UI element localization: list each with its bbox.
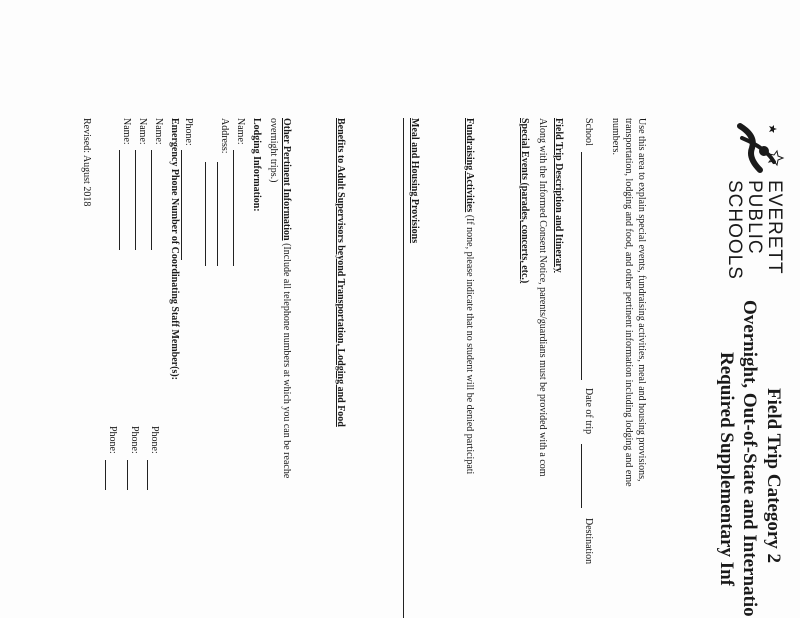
lodging-address-label: Address: [219,118,230,154]
fundraising-title: Fundraising Activities [464,118,475,213]
emergency-phone-line-2[interactable] [127,460,128,490]
logo-line-everett: EVERETT [764,180,785,275]
lodging-name-label: Name: [235,118,246,145]
fundraising-heading [464,118,475,474]
emergency-name-line-1[interactable] [151,150,152,250]
date-of-trip-label: Date of trip [583,388,594,435]
meal-housing-heading: Meal and Housing Provisions [409,118,420,244]
fundraising-note: (If none, please indicate that no student will be denied participati [464,214,475,475]
other-info-title: Other Pertinent Information [281,118,292,241]
school-label: School [583,118,594,146]
emergency-phone-line-1[interactable] [147,460,148,490]
emergency-heading: Emergency Phone Number of Coordinating Staff Member(s): [169,118,180,380]
other-info-note-line2: overnight trips.) [268,118,279,183]
description-heading: Field Trip Description and Itinerary [553,118,564,273]
form-title-line3: Required Supplementary Inf [716,352,737,587]
lodging-address-line-2[interactable] [205,162,206,266]
logo-line-public: PUBLIC [744,180,765,255]
lodging-address-line[interactable] [217,162,218,266]
emergency-name-label-3: Name: [121,118,132,145]
other-info-note: (Include all telephone numbers at which you can be reache [281,243,292,479]
lodging-name-line[interactable] [233,150,234,266]
description-body: Along with the Informed Consent Notice, parents/guardians must be provided with a com [537,118,548,477]
revised-date: Revised: August 2018 [81,118,92,207]
emergency-phone-line-3[interactable] [105,460,106,490]
emergency-phone-label-3: Phone: [107,426,118,454]
meal-housing-answer-line[interactable] [403,118,404,618]
form-title-line2: Overnight, Out-of-State and Internatio [739,300,760,617]
form-title-line1: Field Trip Category 2 [763,388,784,564]
destination-label: Destination [583,518,594,565]
benefits-heading: Benefits to Adult Supervisors beyond Transportation, Lodging and Food [335,118,346,427]
intro-line3: numbers. [610,118,621,155]
emergency-name-label-1: Name: [153,118,164,145]
other-info-heading [281,118,292,478]
emergency-name-line-3[interactable] [119,150,120,250]
emergency-name-line-2[interactable] [135,150,136,250]
lodging-heading: Lodging Information: [251,118,262,212]
intro-line2: transportation, lodging and food, and other pertinent information including lodging and eme [623,118,634,487]
emergency-phone-label-1: Phone: [149,426,160,454]
school-field-line[interactable] [581,152,582,380]
logo-line-schools: SCHOOLS [724,180,745,280]
lodging-phone-label: Phone: [183,118,194,146]
emergency-phone-label-2: Phone: [129,426,140,454]
emergency-name-label-2: Name: [137,118,148,145]
date-field-line[interactable] [581,444,582,508]
everett-schools-logo-icon [730,118,786,176]
lodging-phone-line[interactable] [181,150,182,260]
intro-line1: Use this area to explain special events, fundraising activities, meal and housing provisions, [636,118,647,482]
special-events-heading: Special Events (parades, concerts, etc.) [519,118,530,284]
